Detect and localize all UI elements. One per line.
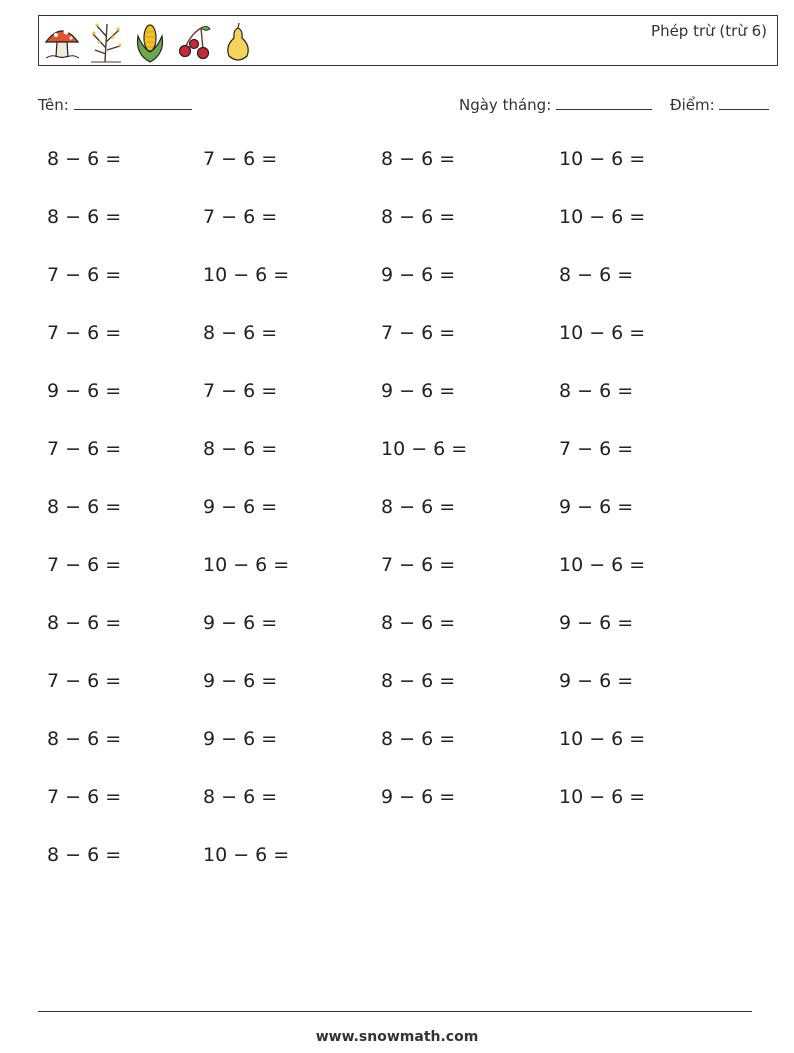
problem-item: 9 − 6 =	[559, 496, 634, 518]
problem-item: 8 − 6 =	[381, 728, 456, 750]
problem-item: 7 − 6 =	[203, 206, 278, 228]
problem-item: 7 − 6 =	[47, 322, 122, 344]
score-label: Điểm:	[670, 96, 715, 114]
problem-item: 9 − 6 =	[381, 264, 456, 286]
corn-icon	[131, 20, 169, 64]
problem-item: 10 − 6 =	[381, 438, 468, 460]
problem-item: 9 − 6 =	[559, 612, 634, 634]
cherries-icon	[175, 20, 213, 64]
branch-icon	[87, 20, 125, 64]
problem-item: 9 − 6 =	[203, 612, 278, 634]
date-field	[459, 95, 652, 114]
problem-item: 7 − 6 =	[559, 438, 634, 460]
problem-item: 9 − 6 =	[381, 786, 456, 808]
problem-item: 8 − 6 =	[47, 206, 122, 228]
worksheet-header	[38, 15, 778, 66]
problem-item: 10 − 6 =	[559, 554, 646, 576]
footer-divider	[38, 1011, 752, 1012]
score-blank[interactable]	[719, 95, 769, 110]
problem-item: 9 − 6 =	[203, 496, 278, 518]
problem-item: 10 − 6 =	[559, 206, 646, 228]
problem-item: 9 − 6 =	[381, 380, 456, 402]
problem-item: 7 − 6 =	[203, 148, 278, 170]
header-icons	[43, 20, 257, 64]
problem-item: 7 − 6 =	[381, 322, 456, 344]
problem-item: 8 − 6 =	[381, 670, 456, 692]
problem-item: 10 − 6 =	[559, 728, 646, 750]
name-blank[interactable]	[74, 95, 192, 110]
problem-item: 8 − 6 =	[47, 612, 122, 634]
problem-item: 8 − 6 =	[47, 728, 122, 750]
footer-url: www.snowmath.com	[315, 1029, 479, 1045]
name-field	[38, 95, 192, 114]
problem-item: 9 − 6 =	[203, 728, 278, 750]
problem-item: 7 − 6 =	[381, 554, 456, 576]
problem-item: 8 − 6 =	[47, 148, 122, 170]
problem-item: 7 − 6 =	[47, 786, 122, 808]
worksheet-title: Phép trừ (trừ 6)	[651, 22, 767, 40]
date-label: Ngày tháng:	[459, 96, 552, 114]
problem-item: 7 − 6 =	[47, 554, 122, 576]
problem-item: 10 − 6 =	[203, 554, 290, 576]
problem-item: 10 − 6 =	[559, 786, 646, 808]
problem-item: 8 − 6 =	[203, 438, 278, 460]
problem-item: 10 − 6 =	[559, 148, 646, 170]
problem-item: 10 − 6 =	[559, 322, 646, 344]
problem-item: 10 − 6 =	[203, 844, 290, 866]
problem-item: 8 − 6 =	[203, 322, 278, 344]
problem-item: 8 − 6 =	[559, 380, 634, 402]
problem-item: 8 − 6 =	[381, 612, 456, 634]
pear-icon	[219, 20, 257, 64]
mushroom-icon	[43, 20, 81, 64]
problem-item: 7 − 6 =	[47, 438, 122, 460]
problem-item: 8 − 6 =	[381, 206, 456, 228]
problem-item: 9 − 6 =	[47, 380, 122, 402]
problem-item: 8 − 6 =	[203, 786, 278, 808]
problem-item: 8 − 6 =	[47, 496, 122, 518]
problem-item: 8 − 6 =	[381, 148, 456, 170]
problem-item: 8 − 6 =	[47, 844, 122, 866]
problem-item: 7 − 6 =	[47, 264, 122, 286]
problem-item: 8 − 6 =	[381, 496, 456, 518]
problem-item: 7 − 6 =	[47, 670, 122, 692]
problem-item: 8 − 6 =	[559, 264, 634, 286]
problem-item: 7 − 6 =	[203, 380, 278, 402]
date-blank[interactable]	[556, 95, 652, 110]
problem-item: 10 − 6 =	[203, 264, 290, 286]
score-field	[670, 95, 769, 114]
problem-item: 9 − 6 =	[203, 670, 278, 692]
name-label: Tên:	[38, 96, 69, 114]
problem-item: 9 − 6 =	[559, 670, 634, 692]
